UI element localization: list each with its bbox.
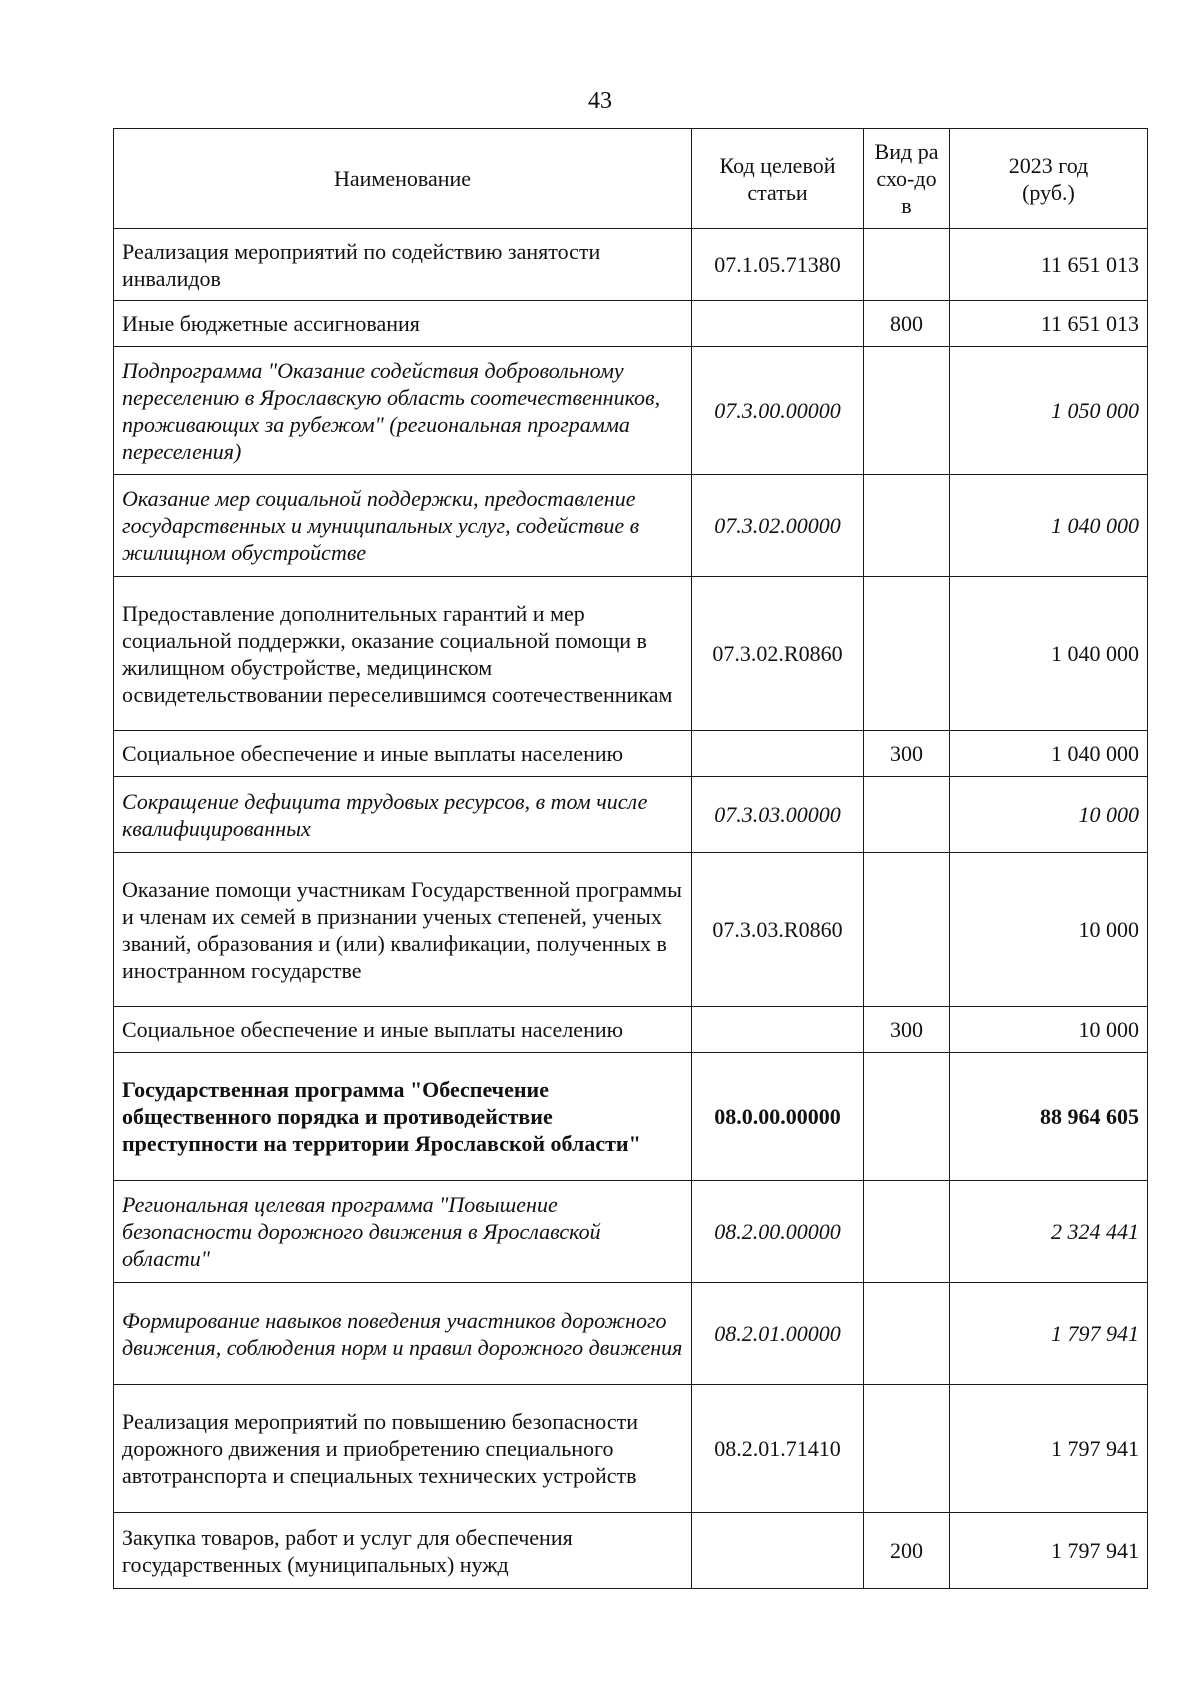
table-row bbox=[114, 1283, 1148, 1385]
row-amount: 10 000 bbox=[950, 853, 1148, 1007]
row-kind bbox=[864, 475, 950, 577]
row-code: 07.3.03.R0860 bbox=[692, 853, 864, 1007]
row-amount: 2 324 441 bbox=[950, 1181, 1148, 1283]
table-row bbox=[114, 1053, 1148, 1181]
row-code: 07.3.02.00000 bbox=[692, 475, 864, 577]
row-kind: 300 bbox=[864, 731, 950, 777]
row-code: 08.2.01.71410 bbox=[692, 1385, 864, 1513]
header-kind bbox=[864, 129, 950, 229]
row-name: Реализация мероприятий по повышению безопасности дорожного движения и приобретению специального автотранспорта и специальных технических устройств bbox=[114, 1385, 692, 1513]
table-row bbox=[114, 347, 1148, 475]
row-name: Государственная программа "Обеспечение общественного порядка и противодействие преступности на территории Ярославской области" bbox=[114, 1053, 692, 1181]
table-header-row bbox=[114, 129, 1148, 229]
row-code: 07.3.03.00000 bbox=[692, 777, 864, 853]
row-name: Социальное обеспечение и иные выплаты населению bbox=[114, 731, 692, 777]
row-amount: 11 651 013 bbox=[950, 301, 1148, 347]
row-kind bbox=[864, 1283, 950, 1385]
row-amount: 1 797 941 bbox=[950, 1283, 1148, 1385]
row-kind: 200 bbox=[864, 1513, 950, 1589]
header-name: Наименование bbox=[114, 129, 692, 229]
row-kind bbox=[864, 1181, 950, 1283]
row-amount: 1 797 941 bbox=[950, 1513, 1148, 1589]
table-row bbox=[114, 731, 1148, 777]
row-name: Социальное обеспечение и иные выплаты населению bbox=[114, 1007, 692, 1053]
table-row bbox=[114, 475, 1148, 577]
row-amount: 1 797 941 bbox=[950, 1385, 1148, 1513]
row-code: 08.2.01.00000 bbox=[692, 1283, 864, 1385]
table-row bbox=[114, 1513, 1148, 1589]
row-code bbox=[692, 1007, 864, 1053]
row-code bbox=[692, 1513, 864, 1589]
page-number: 43 bbox=[588, 88, 612, 114]
row-amount: 1 050 000 bbox=[950, 347, 1148, 475]
table-row bbox=[114, 229, 1148, 301]
row-kind: 300 bbox=[864, 1007, 950, 1053]
row-kind bbox=[864, 229, 950, 301]
table-row bbox=[114, 853, 1148, 1007]
table-row bbox=[114, 577, 1148, 731]
row-name: Закупка товаров, работ и услуг для обеспечения государственных (муниципальных) нужд bbox=[114, 1513, 692, 1589]
row-code bbox=[692, 731, 864, 777]
row-amount: 1 040 000 bbox=[950, 731, 1148, 777]
row-code: 07.3.00.00000 bbox=[692, 347, 864, 475]
row-kind bbox=[864, 1053, 950, 1181]
budget-table bbox=[113, 128, 1148, 1589]
row-amount: 88 964 605 bbox=[950, 1053, 1148, 1181]
row-code: 07.3.02.R0860 bbox=[692, 577, 864, 731]
row-kind bbox=[864, 853, 950, 1007]
row-name: Оказание мер социальной поддержки, предоставление государственных и муниципальных услуг, содействие в жилищном обустройстве bbox=[114, 475, 692, 577]
row-amount: 1 040 000 bbox=[950, 577, 1148, 731]
header-code-text: Код целевой статьи bbox=[719, 152, 836, 205]
row-amount: 10 000 bbox=[950, 1007, 1148, 1053]
row-name: Сокращение дефицита трудовых ресурсов, в том числе квалифицированных bbox=[114, 777, 692, 853]
header-kind-text: Вид расхо-дов bbox=[874, 139, 939, 218]
row-kind: 800 bbox=[864, 301, 950, 347]
row-code: 08.2.00.00000 bbox=[692, 1181, 864, 1283]
row-kind bbox=[864, 577, 950, 731]
row-amount: 1 040 000 bbox=[950, 475, 1148, 577]
row-name: Иные бюджетные ассигнования bbox=[114, 301, 692, 347]
table-row bbox=[114, 777, 1148, 853]
row-amount: 11 651 013 bbox=[950, 229, 1148, 301]
table-body bbox=[114, 229, 1148, 1589]
table-row bbox=[114, 1007, 1148, 1053]
header-amount-text: 2023 год (руб.) bbox=[1008, 152, 1089, 205]
table-row bbox=[114, 301, 1148, 347]
row-name: Формирование навыков поведения участников дорожного движения, соблюдения норм и правил дорожного движения bbox=[114, 1283, 692, 1385]
row-amount: 10 000 bbox=[950, 777, 1148, 853]
table-row bbox=[114, 1181, 1148, 1283]
table-row bbox=[114, 1385, 1148, 1513]
header-code bbox=[692, 129, 864, 229]
row-code bbox=[692, 301, 864, 347]
row-code: 08.0.00.00000 bbox=[692, 1053, 864, 1181]
row-name: Предоставление дополнительных гарантий и мер социальной поддержки, оказание социальной помощи в жилищном обустройстве, медицинском освидетельствовании переселившимся соотечественникам bbox=[114, 577, 692, 731]
row-kind bbox=[864, 347, 950, 475]
header-amount bbox=[950, 129, 1148, 229]
row-name: Реализация мероприятий по содействию занятости инвалидов bbox=[114, 229, 692, 301]
row-code: 07.1.05.71380 bbox=[692, 229, 864, 301]
row-name: Подпрограмма "Оказание содействия добровольному переселению в Ярославскую область соотечественников, проживающих за рубежом" (региональная программа переселения) bbox=[114, 347, 692, 475]
row-name: Оказание помощи участникам Государственной программы и членам их семей в признании ученых степеней, ученых званий, образования и (или) квалификации, полученных в иностранном государстве bbox=[114, 853, 692, 1007]
row-kind bbox=[864, 777, 950, 853]
row-name: Региональная целевая программа "Повышение безопасности дорожного движения в Ярославской области" bbox=[114, 1181, 692, 1283]
row-kind bbox=[864, 1385, 950, 1513]
